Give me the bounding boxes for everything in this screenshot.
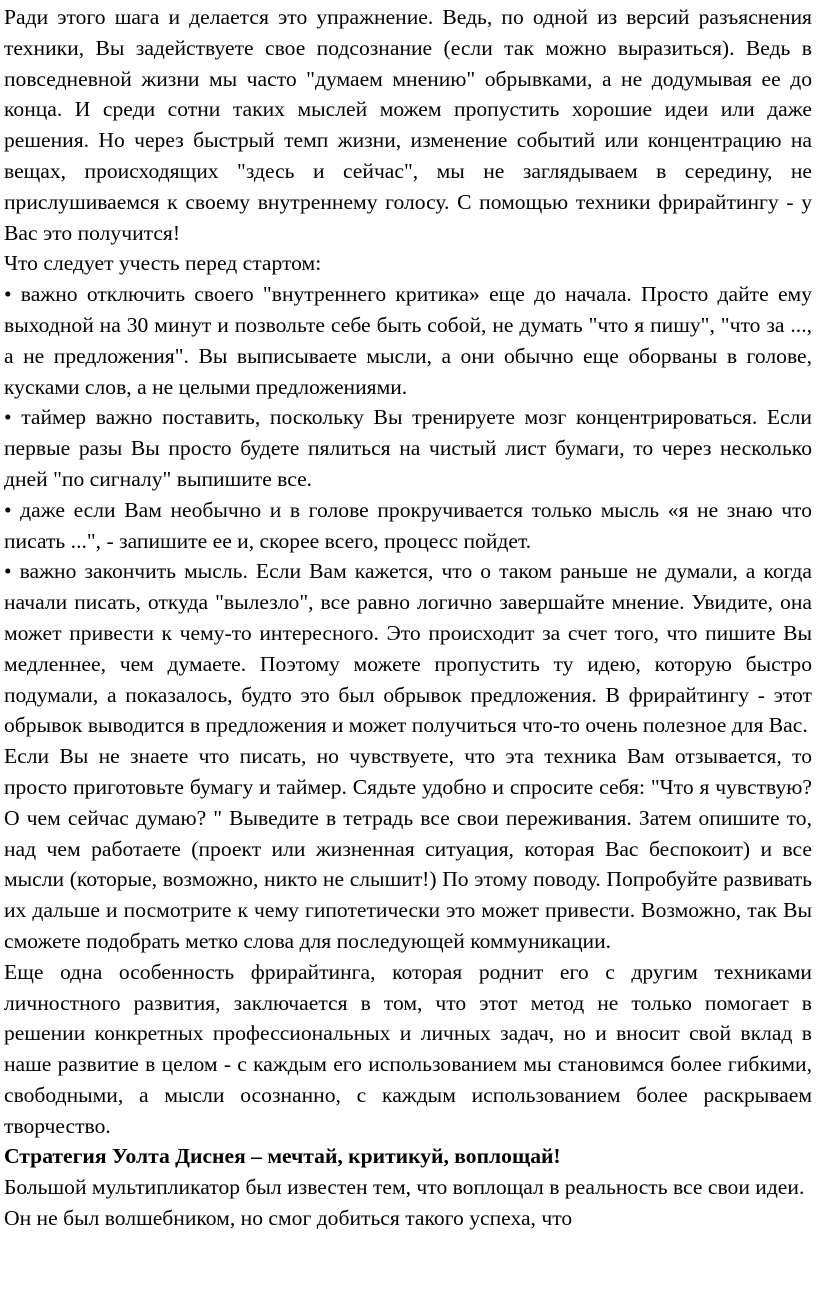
paragraph-freewriting-feature: Еще одна особенность фрирайтинга, которая роднит его с другим техниками личностного развития, заключается в том, что этот метод не только помогает в решении конкретных профессиональных и личных задач, но и вносит свой вклад в наше развитие в целом - с каждым его использованием мы становимся более гибкими, свободными, а мысли осознанно, с каждым использованием более раскрываем творчество. — [4, 959, 812, 1138]
bullet-finish-thought: • важно закончить мысль. Если Вам кажется, что о таком раньше не думали, а когда начали писать, откуда "вылезло", все равно логично завершайте мнение. Увидите, она может привести к чему-то интересного. Это происходит за счет того, что пишите Вы медленнее, чем думаете. Поэтому можете пропустить ту идею, которую быстро подумали, а показалось, будто это был обрывок предложения. В фрирайтингу - этот обрывок выводится в предложения и может получиться что-то очень полезное для Вас. — [4, 559, 812, 738]
paragraph-before-start: Что следует учесть перед стартом: — [4, 251, 322, 276]
bullet-timer: • таймер важно поставить, поскольку Вы тренируете мозг концентрироваться. Если первые разы Вы просто будете пялиться на чистый лист бумаги, то через несколько дней "по сигналу" выпишите все. — [4, 405, 812, 491]
section-heading: Стратегия Уолта Диснея – мечтай, критикуй, воплощай! — [4, 1144, 561, 1169]
paragraph-intro: Ради этого шага и делается это упражнение. Ведь, по одной из версий разъяснения техники, Вы задействуете свое подсознание (если так можно выразиться). Ведь в повседневной жизни мы часто "думаем мнению" обрывками, а не додумывая ее до конца. И среди сотни таких мыслей можем пропустить хорошие идеи или даже решения. Но через быстрый темп жизни, изменение событий или концентрацию на вещах, происходящих "здесь и сейчас", мы не заглядываем в середину, не прислушиваемся к своему внутреннему голосу. С помощью техники фрирайтингу - у Вас это получится! — [4, 5, 812, 245]
paragraph-what-to-write: Если Вы не знаете что писать, но чувствуете, что эта техника Вам отзывается, то просто приготовьте бумагу и таймер. Сядьте удобно и спросите себя: "Что я чувствую? О чем сейчас думаю? " Выведите в тетрадь все свои переживания. Затем опишите то, над чем работаете (проект или жизненная ситуация, которая Вас беспокоит) и все мысли (которые, возможно, никто не слышит!) По этому поводу. Попробуйте развивать их дальше и посмотрите к чему гипотетически это может привести. Возможно, так Вы сможете подобрать метко слова для последующей коммуникации. — [4, 744, 812, 953]
paragraph-disney: Большой мультипликатор был известен тем, что воплощал в реальность все свои идеи. Он не был волшебником, но смог добиться такого успеха, что — [4, 1175, 805, 1231]
bullet-inner-critic: • важно отключить своего "внутреннего критика» еще до начала. Просто дайте ему выходной на 30 минут и позвольте себе быть собой, не думать "что я пишу", "что за ..., а не предложения". Вы выписываете мысли, а они обычно еще оборваны в голове, кусками слов, а не целыми предложениями. — [4, 282, 812, 399]
bullet-unusual: • даже если Вам необычно и в голове прокручивается только мысль «я не знаю что писать ...", - запишите ее и, скорее всего, процесс пойдет. — [4, 497, 812, 553]
